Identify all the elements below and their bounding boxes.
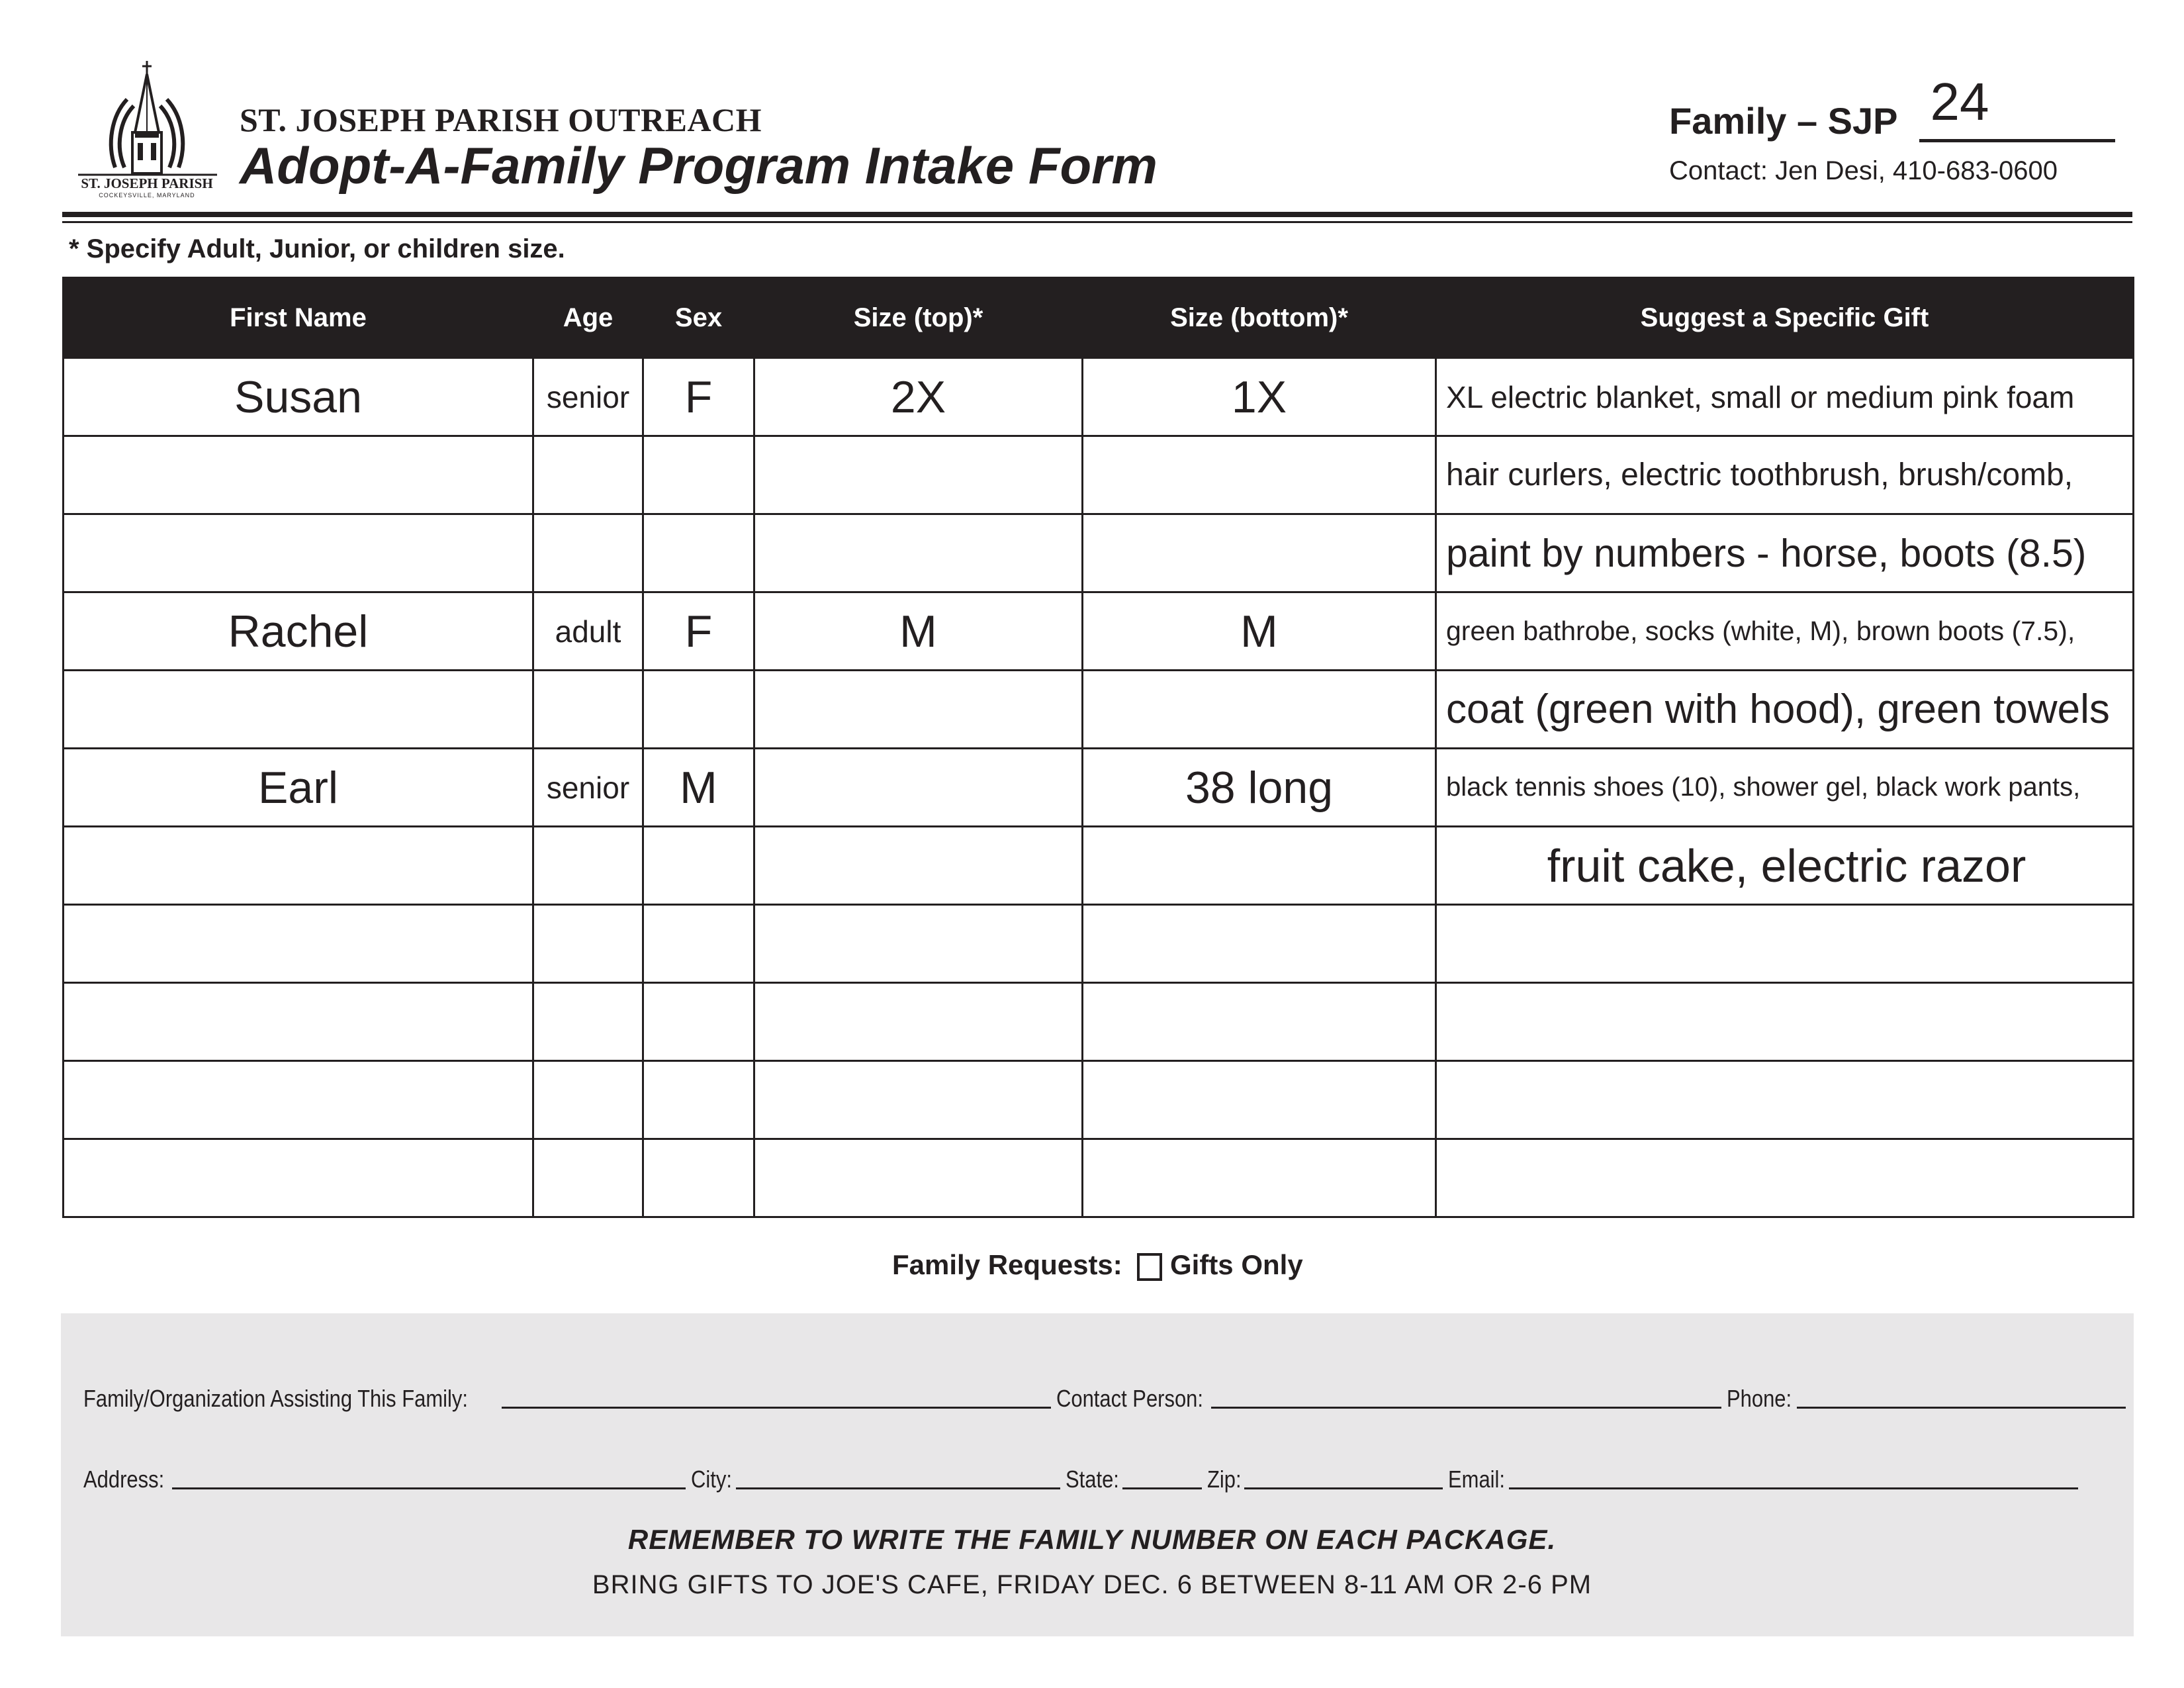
size-bottom-cell[interactable]: M bbox=[1083, 592, 1436, 671]
parish-logo bbox=[78, 58, 225, 199]
gift-cell[interactable] bbox=[1436, 1061, 2134, 1139]
size-bottom-cell[interactable] bbox=[1083, 1061, 1436, 1139]
size-top-cell[interactable] bbox=[754, 749, 1083, 827]
state-label: State: bbox=[1066, 1466, 1119, 1493]
city-label: City: bbox=[691, 1466, 732, 1493]
zip-label: Zip: bbox=[1207, 1466, 1242, 1493]
sex-cell[interactable] bbox=[643, 827, 754, 905]
email-label: Email: bbox=[1448, 1466, 1506, 1493]
size-bottom-cell[interactable] bbox=[1083, 514, 1436, 592]
sex-cell[interactable] bbox=[643, 1061, 754, 1139]
size-top-cell[interactable] bbox=[754, 983, 1083, 1061]
age-cell[interactable] bbox=[533, 1061, 643, 1139]
reminder-text: REMEMBER TO WRITE THE FAMILY NUMBER ON EACH PACKAGE. bbox=[627, 1524, 1557, 1555]
table-row bbox=[64, 983, 2134, 1061]
size-note: * Specify Adult, Junior, or children size. bbox=[69, 234, 565, 263]
table-row bbox=[64, 358, 2134, 436]
size-top-cell[interactable] bbox=[754, 514, 1083, 592]
form-title: Adopt-A-Family Program Intake Form bbox=[240, 136, 1158, 195]
table-row bbox=[64, 905, 2134, 983]
table-row bbox=[64, 1139, 2134, 1217]
family-number-line bbox=[1919, 139, 2115, 142]
gift-cell[interactable]: fruit cake, electric razor bbox=[1436, 827, 2134, 905]
gift-cell[interactable]: paint by numbers - horse, boots (8.5) bbox=[1436, 514, 2134, 592]
size-bottom-cell[interactable] bbox=[1083, 983, 1436, 1061]
table-row bbox=[64, 1061, 2134, 1139]
size-bottom-cell[interactable] bbox=[1083, 905, 1436, 983]
column-header-first-name: First Name bbox=[64, 278, 533, 358]
address-label: Address: bbox=[83, 1466, 165, 1493]
size-top-cell[interactable] bbox=[754, 436, 1083, 514]
age-cell[interactable]: senior bbox=[533, 749, 643, 827]
first-name-cell[interactable] bbox=[64, 905, 533, 983]
age-cell[interactable]: senior bbox=[533, 358, 643, 436]
assisting-field[interactable] bbox=[502, 1387, 1052, 1409]
table-row bbox=[64, 671, 2134, 749]
age-cell[interactable] bbox=[533, 436, 643, 514]
gifts-only-checkbox[interactable] bbox=[1137, 1253, 1162, 1281]
size-top-cell[interactable] bbox=[754, 827, 1083, 905]
gifts-only-label: Gifts Only bbox=[1170, 1249, 1303, 1280]
gift-cell[interactable] bbox=[1436, 983, 2134, 1061]
gift-cell[interactable]: hair curlers, electric toothbrush, brush/comb, bbox=[1436, 436, 2134, 514]
gift-cell[interactable]: coat (green with hood), green towels bbox=[1436, 671, 2134, 749]
size-bottom-cell[interactable] bbox=[1083, 436, 1436, 514]
first-name-cell[interactable] bbox=[64, 514, 533, 592]
first-name-cell[interactable] bbox=[64, 983, 533, 1061]
gift-cell[interactable]: XL electric blanket, small or medium pink foam bbox=[1436, 358, 2134, 436]
size-bottom-cell[interactable] bbox=[1083, 827, 1436, 905]
gift-cell[interactable]: green bathrobe, socks (white, M), brown boots (7.5), bbox=[1436, 592, 2134, 671]
header-divider bbox=[62, 212, 2132, 217]
age-cell[interactable] bbox=[533, 671, 643, 749]
size-bottom-cell[interactable] bbox=[1083, 1139, 1436, 1217]
sex-cell[interactable] bbox=[643, 983, 754, 1061]
city-field[interactable] bbox=[736, 1468, 1060, 1489]
family-number-label: Family – SJP bbox=[1669, 100, 1898, 142]
phone-label: Phone: bbox=[1727, 1385, 1792, 1412]
age-cell[interactable] bbox=[533, 905, 643, 983]
age-cell[interactable] bbox=[533, 827, 643, 905]
gift-cell[interactable]: black tennis shoes (10), shower gel, black work pants, bbox=[1436, 749, 2134, 827]
first-name-cell[interactable] bbox=[64, 1139, 533, 1217]
sex-cell[interactable]: F bbox=[643, 592, 754, 671]
family-requests-label: Family Requests: bbox=[892, 1249, 1122, 1280]
contact-info: Contact: Jen Desi, 410-683-0600 bbox=[1669, 156, 2058, 185]
sex-cell[interactable]: M bbox=[643, 749, 754, 827]
column-header-sex: Sex bbox=[643, 278, 754, 358]
dropoff-instructions: BRING GIFTS TO JOE'S CAFE, FRIDAY DEC. 6 BETWEEN 8-11 AM OR 2-6 PM bbox=[592, 1570, 1592, 1599]
assisting-row bbox=[83, 1385, 2131, 1413]
size-top-cell[interactable] bbox=[754, 671, 1083, 749]
table-row bbox=[64, 592, 2134, 671]
size-top-cell[interactable] bbox=[754, 905, 1083, 983]
age-cell[interactable]: adult bbox=[533, 592, 643, 671]
table-row bbox=[64, 749, 2134, 827]
sex-cell[interactable] bbox=[643, 436, 754, 514]
organization-name: ST. JOSEPH PARISH OUTREACH bbox=[240, 101, 762, 138]
logo-text: ST. JOSEPH PARISH bbox=[81, 175, 213, 191]
column-header-size-top: Size (top)* bbox=[754, 278, 1083, 358]
age-cell[interactable] bbox=[533, 514, 643, 592]
first-name-cell[interactable]: Susan bbox=[64, 358, 533, 436]
sex-cell[interactable] bbox=[643, 1139, 754, 1217]
column-header-age: Age bbox=[533, 278, 643, 358]
first-name-cell[interactable] bbox=[64, 671, 533, 749]
address-field[interactable] bbox=[172, 1468, 686, 1489]
column-header-gift: Suggest a Specific Gift bbox=[1436, 278, 2134, 358]
sex-cell[interactable]: F bbox=[643, 358, 754, 436]
age-cell[interactable] bbox=[533, 983, 643, 1061]
table-row bbox=[64, 436, 2134, 514]
first-name-cell[interactable]: Rachel bbox=[64, 592, 533, 671]
logo-subtext: COCKEYSVILLE, MARYLAND bbox=[99, 192, 195, 199]
first-name-cell[interactable] bbox=[64, 1061, 533, 1139]
gift-cell[interactable] bbox=[1436, 1139, 2134, 1217]
first-name-cell[interactable] bbox=[64, 827, 533, 905]
sex-cell[interactable] bbox=[643, 905, 754, 983]
size-top-cell[interactable] bbox=[754, 1139, 1083, 1217]
email-field[interactable] bbox=[1509, 1468, 2078, 1489]
church-steeple-icon bbox=[78, 58, 225, 199]
assisting-label: Family/Organization Assisting This Family: bbox=[83, 1385, 468, 1412]
gift-cell[interactable] bbox=[1436, 905, 2134, 983]
size-top-cell[interactable] bbox=[754, 1061, 1083, 1139]
size-bottom-cell[interactable]: 1X bbox=[1083, 358, 1436, 436]
table-row bbox=[64, 514, 2134, 592]
size-bottom-cell[interactable] bbox=[1083, 671, 1436, 749]
phone-field[interactable] bbox=[1797, 1387, 2126, 1409]
first-name-cell[interactable] bbox=[64, 436, 533, 514]
first-name-cell[interactable]: Earl bbox=[64, 749, 533, 827]
sex-cell[interactable] bbox=[643, 671, 754, 749]
size-bottom-cell[interactable]: 38 long bbox=[1083, 749, 1436, 827]
state-field[interactable] bbox=[1122, 1468, 1202, 1489]
family-members-table bbox=[62, 277, 2134, 1218]
sex-cell[interactable] bbox=[643, 514, 754, 592]
size-top-cell[interactable]: M bbox=[754, 592, 1083, 671]
size-top-cell[interactable]: 2X bbox=[754, 358, 1083, 436]
contact-person-field[interactable] bbox=[1211, 1387, 1721, 1409]
table-row bbox=[64, 827, 2134, 905]
column-header-size-bottom: Size (bottom)* bbox=[1083, 278, 1436, 358]
address-row bbox=[83, 1466, 2131, 1493]
contact-person-label: Contact Person: bbox=[1056, 1385, 1204, 1412]
zip-field[interactable] bbox=[1244, 1468, 1443, 1489]
age-cell[interactable] bbox=[533, 1139, 643, 1217]
table-header-row bbox=[64, 278, 2134, 358]
header-divider-thin bbox=[62, 221, 2132, 223]
family-number-field[interactable]: 24 bbox=[1930, 72, 1989, 131]
